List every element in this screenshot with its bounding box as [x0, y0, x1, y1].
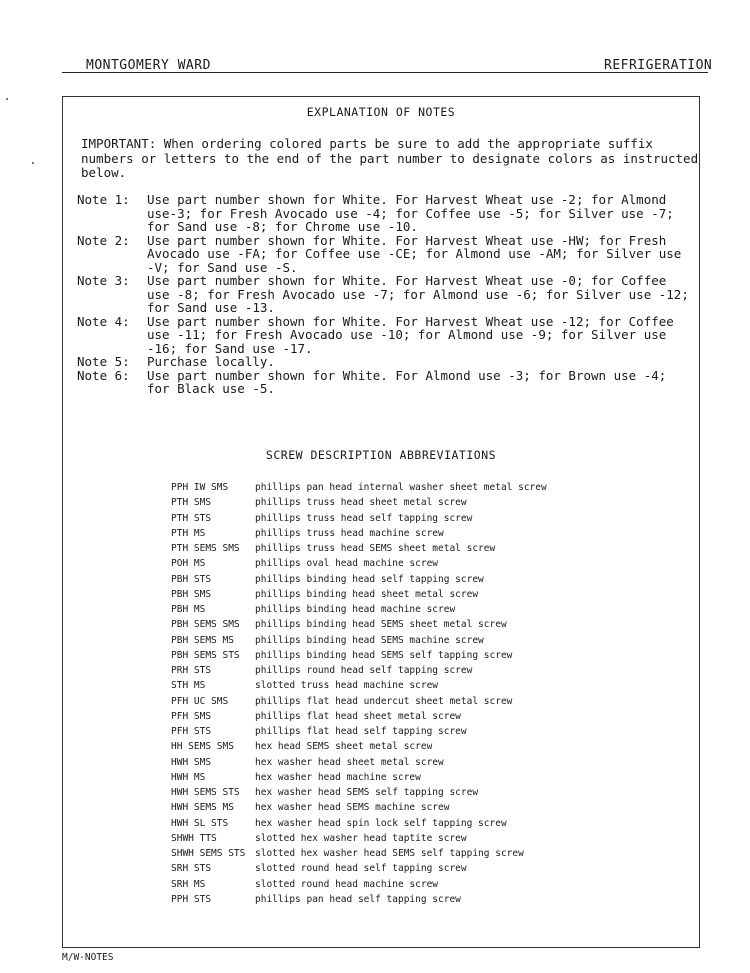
abbreviation-row: [171, 800, 547, 815]
note-label: Note 2:: [77, 232, 130, 248]
abbreviation-description: phillips flat head undercut sheet metal screw: [255, 695, 513, 707]
abbreviation-row: [171, 541, 547, 556]
abbreviation-code: HH SEMS SMS: [171, 741, 234, 753]
abbreviation-code: HWH SEMS MS: [171, 802, 234, 814]
abbreviation-code: SHWH SEMS STS: [171, 848, 246, 859]
note-row: [77, 369, 697, 396]
note-row: [77, 355, 697, 369]
abbreviation-row: [171, 633, 547, 648]
abbreviation-row: [171, 724, 547, 739]
abbreviation-row: [171, 602, 547, 617]
abbreviation-description: hex washer head SEMS machine screw: [255, 802, 450, 814]
note-text: Use part number shown for White. For Harvest Wheat use -12; for Coffee use -11; for Fresh Avocado use -10; for Almond use -9; for Silver use -16; for Sand use -17.: [147, 313, 674, 356]
abbreviation-description: phillips flat head sheet metal screw: [255, 710, 461, 722]
abbreviation-description: phillips pan head self tapping screw: [255, 893, 461, 905]
abbreviation-description: phillips round head self tapping screw: [255, 665, 473, 676]
abbreviation-row: [171, 663, 547, 678]
abbreviation-description: phillips binding head SEMS self tapping screw: [255, 649, 513, 661]
abbreviation-description: slotted truss head machine screw: [255, 680, 439, 692]
abbreviation-description: slotted hex washer head SEMS self tapping screw: [255, 848, 524, 859]
abbreviation-row: [171, 755, 547, 770]
notes-list: [77, 193, 697, 396]
abbreviation-description: slotted round head self tapping screw: [255, 863, 467, 875]
header-brand: MONTGOMERY WARD: [86, 58, 211, 73]
abbreviation-description: phillips truss head SEMS sheet metal screw: [255, 543, 496, 554]
abbreviation-description: phillips truss head self tapping screw: [255, 512, 473, 524]
notes-frame: [62, 96, 700, 948]
note-label: Note 6:: [77, 367, 130, 383]
abbreviation-description: hex head SEMS sheet metal screw: [255, 741, 433, 753]
abbreviation-description: phillips binding head SEMS sheet metal screw: [255, 619, 507, 631]
abbreviation-description: phillips oval head machine screw: [255, 558, 439, 570]
abbreviation-row: [171, 770, 547, 785]
abbreviation-row: [171, 877, 547, 892]
abbreviation-code: PTH SMS: [171, 497, 212, 509]
abbreviation-row: [171, 511, 547, 526]
abbreviation-row: [171, 785, 547, 800]
note-row: [77, 234, 697, 275]
abbreviation-description: phillips binding head SEMS machine screw: [255, 634, 484, 646]
abbreviation-description: slotted hex washer head taptite screw: [255, 832, 467, 844]
abbreviation-code: STH MS: [171, 680, 206, 692]
scan-speck: [6, 98, 8, 100]
abbreviation-code: PBH SEMS STS: [171, 649, 240, 661]
abbreviation-row: [171, 617, 547, 632]
scan-speck: [32, 162, 34, 164]
abbreviation-description: phillips binding head self tapping screw: [255, 573, 484, 585]
abbreviation-code: HWH SEMS STS: [171, 787, 240, 798]
abbreviation-description: hex washer head sheet metal screw: [255, 756, 444, 768]
abbreviation-code: PBH STS: [171, 573, 212, 585]
abbreviation-code: PTH MS: [171, 527, 206, 539]
abbreviation-description: phillips binding head sheet metal screw: [255, 588, 479, 600]
abbreviation-row: [171, 587, 547, 602]
abbreviation-row: [171, 480, 547, 495]
abbreviation-row: [171, 495, 547, 510]
abbreviation-row: [171, 648, 547, 663]
abbreviation-row: [171, 678, 547, 693]
abbreviation-code: HWH SL STS: [171, 817, 229, 829]
note-row: [77, 193, 697, 234]
abbreviation-description: slotted round head machine screw: [255, 878, 439, 890]
note-text: Use part number shown for White. For Harvest Wheat use -2; for Almond use-3; for Fresh Avocado use -4; for Coffee use -5; for Silver use -7; for Sand use -8; for Chrome use -10.: [147, 192, 674, 234]
header-rule: [62, 72, 708, 73]
abbreviation-description: phillips pan head internal washer sheet metal screw: [255, 482, 547, 493]
abbreviation-description: hex washer head SEMS self tapping screw: [255, 787, 479, 798]
abbreviation-description: phillips binding head machine screw: [255, 604, 456, 615]
abbreviation-code: SRH MS: [171, 878, 206, 890]
abbreviation-row: [171, 739, 547, 754]
note-label: Note 3:: [77, 273, 130, 288]
abbreviation-row: [171, 892, 547, 907]
abbreviation-code: PBH SMS: [171, 588, 212, 600]
note-label: Note 1:: [77, 192, 130, 207]
abbreviation-code: PPH STS: [171, 893, 212, 905]
abbreviation-code: PFH STS: [171, 726, 212, 737]
abbreviation-row: [171, 709, 547, 724]
abbreviation-row: [171, 694, 547, 709]
abbreviation-description: hex washer head spin lock self tapping screw: [255, 817, 507, 829]
abbreviation-code: HWH MS: [171, 771, 206, 783]
abbreviation-row: [171, 861, 547, 876]
abbreviation-code: PPH IW SMS: [171, 482, 229, 493]
note-label: Note 5:: [77, 354, 130, 369]
abbreviation-code: PTH STS: [171, 512, 212, 524]
abbreviation-row: [171, 831, 547, 846]
abbreviation-row: [171, 816, 547, 831]
abbreviation-row: [171, 572, 547, 587]
abbreviation-row: [171, 556, 547, 571]
abbreviation-row: [171, 846, 547, 861]
note-text: Use part number shown for White. For Almond use -3; for Brown use -4; for Black use -5.: [147, 367, 667, 396]
note-text: Purchase locally.: [147, 354, 275, 369]
note-text: Use part number shown for White. For Harvest Wheat use -HW; for Fresh Avocado use -FA; for Coffee use -CE; for Almond use -AM; for Silver use -V; for Sand use -S.: [147, 232, 682, 275]
abbreviation-description: phillips flat head self tapping screw: [255, 726, 467, 737]
abbreviation-code: PTH SEMS SMS: [171, 543, 240, 554]
abbreviation-description: phillips truss head sheet metal screw: [255, 497, 467, 509]
page-footer: M/W-NOTES: [62, 952, 114, 963]
abbreviation-code: SRH STS: [171, 863, 212, 875]
explanation-title: EXPLANATION OF NOTES: [306, 105, 456, 119]
note-row: [77, 315, 697, 356]
abbreviation-code: PBH SEMS MS: [171, 634, 234, 646]
abbreviation-code: PFH UC SMS: [171, 695, 229, 707]
abbreviations-table: [171, 480, 547, 907]
abbreviation-code: PFH SMS: [171, 710, 212, 722]
abbreviation-description: hex washer head machine screw: [255, 771, 421, 783]
note-row: [77, 274, 697, 315]
abbreviation-code: PBH SEMS SMS: [171, 619, 240, 631]
abbreviation-code: PRH STS: [171, 665, 212, 676]
note-label: Note 4:: [77, 313, 130, 329]
abbreviation-description: phillips truss head machine screw: [255, 527, 444, 539]
abbreviation-code: HWH SMS: [171, 756, 212, 768]
important-paragraph: IMPORTANT: When ordering colored parts be sure to add the appropriate suffix numbers or letters to the end of the part number to designate colors as instructed below.: [81, 136, 699, 180]
note-text: Use part number shown for White. For Harvest Wheat use -0; for Coffee use -8; for Fresh Avocado use -7; for Almond use -6; for Silver use -12; for Sand use -13.: [147, 273, 689, 315]
abbreviation-row: [171, 526, 547, 541]
abbreviations-title: SCREW DESCRIPTION ABBREVIATIONS: [265, 448, 497, 462]
abbreviation-code: PBH MS: [171, 604, 206, 615]
header-section: REFRIGERATION: [604, 58, 713, 73]
abbreviation-code: SHWH TTS: [171, 832, 217, 844]
abbreviation-code: POH MS: [171, 558, 206, 570]
